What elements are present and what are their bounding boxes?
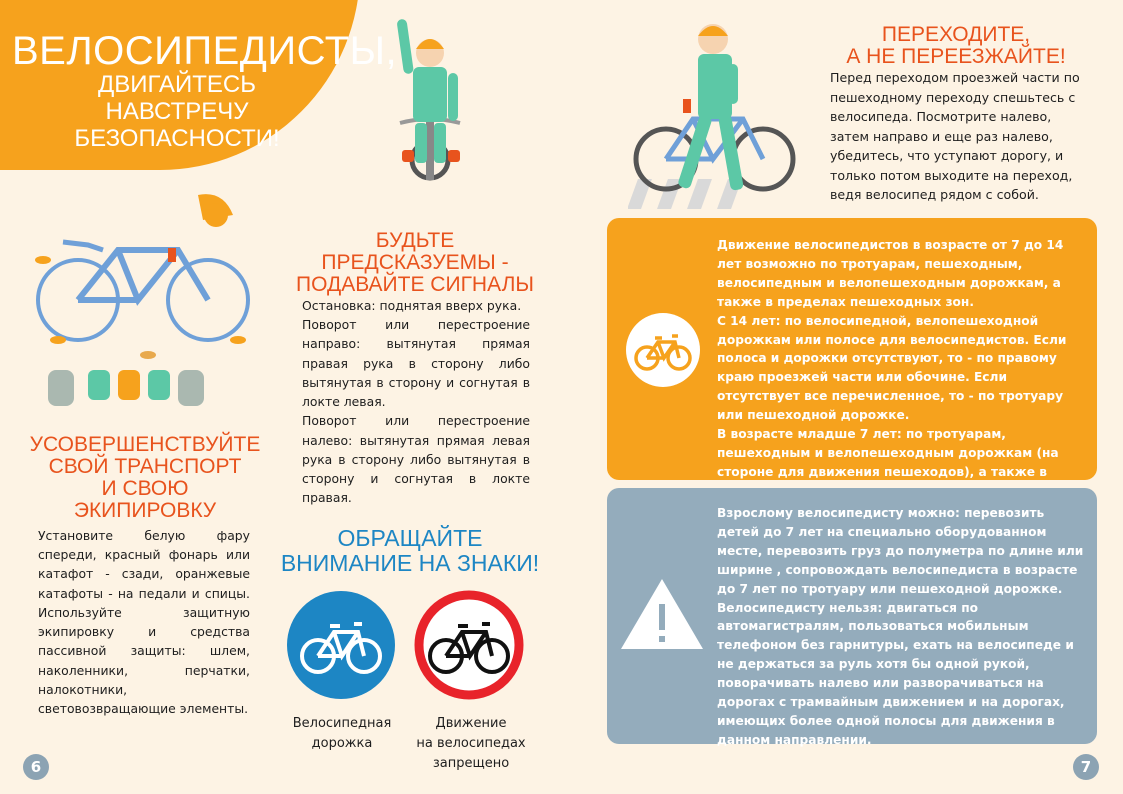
signs-heading-line2: ВНИМАНИЕ НА ЗНАКИ!: [280, 549, 540, 576]
bicycle-icon: [625, 312, 701, 388]
signals-heading-line2: ПРЕДСКАЗУЕМЫ -: [321, 251, 509, 275]
crossing-heading-line1: ПЕРЕХОДИТЕ,: [881, 23, 1031, 46]
signals-heading-line1: БУДЬТЕ: [375, 229, 455, 252]
sign2-caption-line3: запрещено: [432, 756, 510, 772]
signals-heading: [290, 230, 540, 296]
signals-left: Поворот или перестроение налево: вытянутая прямая левая рука в сторону либо вытянутая в сторону и согнутая в локте правая.: [302, 413, 530, 506]
no-bikes-sign-icon: [414, 590, 524, 700]
sign1-caption: [280, 714, 404, 754]
hero-title-line2: ДВИГАЙТЕСЬ: [98, 71, 256, 98]
pedestrian-bike-illustration: [628, 14, 813, 209]
bike-equipment-illustration: [28, 190, 258, 420]
equipment-heading-line2: СВОЙ ТРАНСПОРТ: [48, 455, 242, 479]
page-number-right: 7: [1073, 754, 1099, 780]
hero-title-line4: БЕЗОПАСНОСТИ!: [74, 124, 280, 152]
sign2-caption: [406, 714, 536, 774]
crossing-heading: [836, 24, 1076, 68]
sign1-caption-line1: Велосипедная: [292, 716, 392, 731]
sign2-caption-line2: на велосипедах: [416, 736, 526, 752]
page-number-left: 6: [23, 754, 49, 780]
age-rules-under7: В возрасте младше 7 лет: по тротуарам, пешеходным и велопешеходным дорожкам (на стороне для движения пешеходов), а также в: [717, 427, 1059, 479]
hero-title: [12, 29, 398, 153]
adult-rules-allowed: Взрослому велосипедисту можно: перевозить детей до 7 лет на специально оборудованном месте, перевозить груз до полуметра по длине или ширине , сопровождать велосипедиста в возрасте до 7 лет по тротуару или пешеходной дорожке.: [717, 506, 1084, 596]
cyclist-signal-illustration: [380, 15, 510, 185]
hero-title-line3: НАВСТРЕЧУ: [105, 97, 249, 125]
signals-text: [302, 296, 530, 507]
sign2-caption-line1: Движение: [435, 716, 507, 731]
bike-path-sign-icon: [286, 590, 396, 700]
hero-title-line1: ВЕЛОСИПЕДИСТЫ,: [12, 29, 398, 73]
adult-rules-text: [717, 504, 1087, 750]
equipment-heading-line4: ЭКИПИРОВКУ: [73, 499, 217, 523]
crossing-text: Перед переходом проезжей части по пешеходному переходу спешьтесь с велосипеда. Посмотрите налево, затем направо и еще раз налево, убедитесь, что уступают дорогу, и только потом выходите на переход, ведя велосипед рядом с собой.: [830, 70, 1080, 203]
signals-stop: Остановка: поднятая вверх рука.: [302, 298, 522, 313]
equipment-heading-line1: УСОВЕРШЕНСТВУЙТЕ: [29, 433, 261, 456]
signals-right: Поворот или перестроение направо: вытянутая прямая правая рука в сторону либо вытянутая в сторону и согнутая в локте левая.: [302, 317, 530, 410]
age-rules-14plus: С 14 лет: по велосипедной, велопешеходной дорожкам или полосе для велосипедистов. Если полоса и дорожки отсутствуют, то - по правому краю проезжей части или обочине. Если отсутствует все перечисленное, то - по тротуару или пешеходной дорожке.: [717, 313, 1067, 423]
equipment-text: Установите белую фару спереди, красный фонарь или катафот - сзади, оранжевые катафоты - на педали и спицы. Используйте защитную экипировку и средства пассивной защиты: шлем, наколенники, перчатки, налокотники, световозвращающие элементы.: [38, 528, 250, 716]
age-rules-text: [717, 236, 1087, 501]
signs-heading: [280, 526, 540, 576]
adult-rules-forbidden: Велосипедисту нельзя: двигаться по автомагистралям, пользоваться мобильным телефоном без гарнитуры, ехать на велосипеде и не держаться за руль хотя бы одной рукой, поворачивать налево или разворачиваться на дорогах с трамвайным движением и на дорогах, имеющих более одной полосы для движения в данном направлении.: [717, 600, 1074, 747]
crossing-heading-line2: А НЕ ПЕРЕЕЗЖАЙТЕ!: [846, 45, 1066, 69]
warning-icon: [619, 576, 705, 652]
signs-heading-line1: ОБРАЩАЙТЕ: [337, 525, 483, 551]
equipment-heading-line3: И СВОЮ: [101, 477, 189, 501]
age-rules-7-14: Движение велосипедистов в возрасте от 7 до 14 лет возможно по тротуарам, пешеходным, велосипедным и велопешеходным дорожкам, а также в пределах пешеходных зон.: [717, 238, 1064, 309]
sign1-caption-line2: дорожка: [311, 736, 373, 752]
signals-heading-line3: ПОДАВАЙТЕ СИГНАЛЫ: [296, 273, 534, 297]
equipment-heading: [20, 434, 270, 522]
